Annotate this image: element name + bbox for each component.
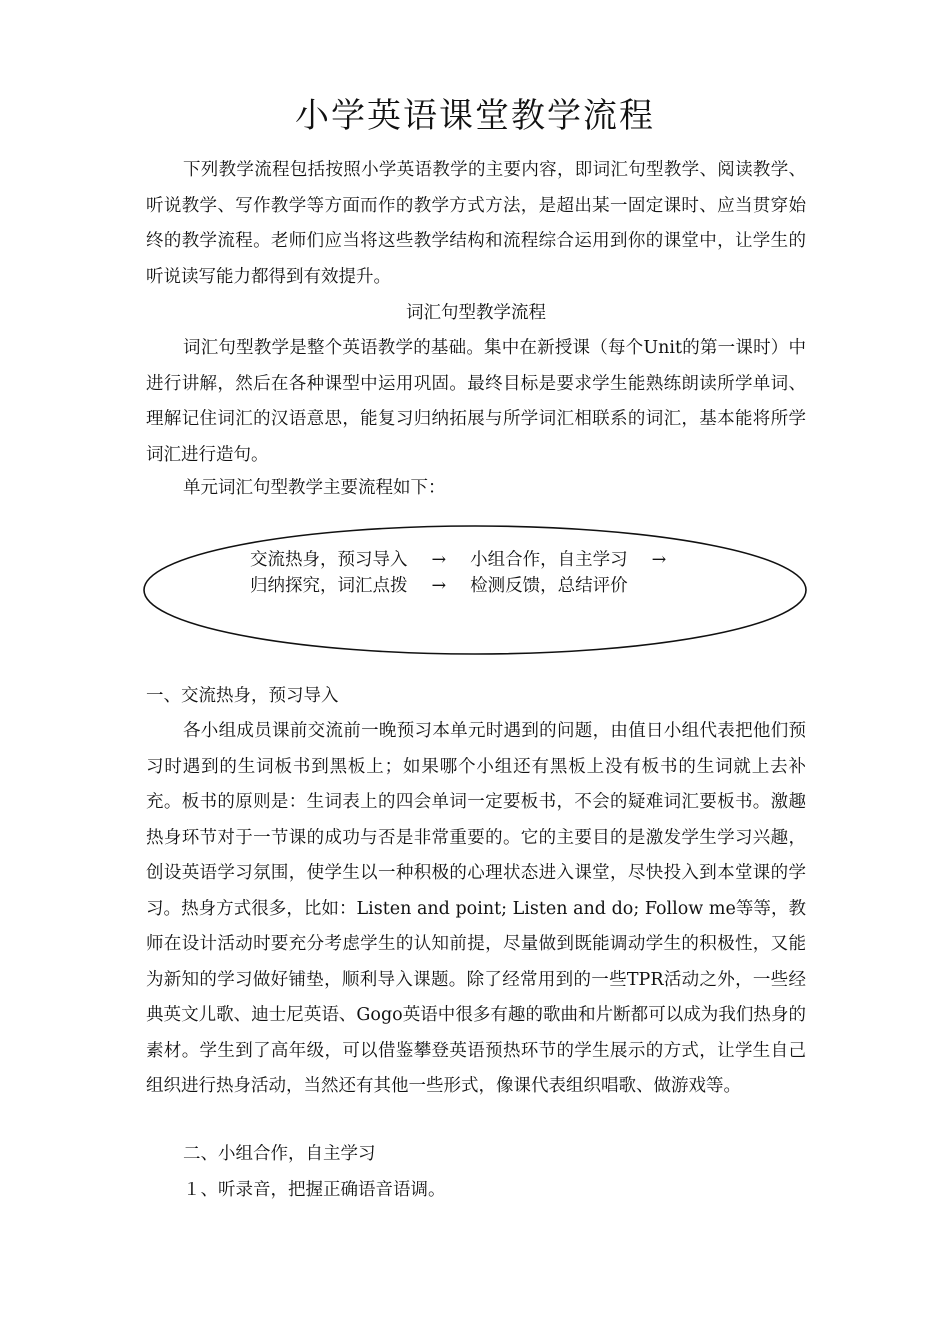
page-title: 小学英语课堂教学流程 bbox=[295, 96, 655, 136]
part1-paragraph: 各小组成员课前交流前一晚预习本单元时遇到的问题，由值日小组代表把他们预习时遇到的生词板书到黑板上；如果哪个小组还有黑板上没有板书的生词就上去补充。板书的原则是：生词表上的四会单词一定要板书，不会的疑难词汇要板书。激趣热身环节对于一节课的成功与否是非常重要的。它的主要目的是激发学生学习兴趣，创设英语学习氛围，使学生以一种积极的心理状态进入课堂，尽快投入到本堂课的学习。热身方式很多，比如：Listen and point; Listen and do; Follow me等等，教师在设计活动时要充分考虑学生的认知前提，尽量做到既能调动学生的积极性，又能为新知的学习做好铺垫，顺利导入课题。除了经常用到的一些TPR活动之外，一些经典英文儿歌、迪士尼英语、Gogo英语中很多有趣的歌曲和片断都可以成为我们热身的素材。学生到了高年级，可以借鉴攀登英语预热环节的学生展示的方式，让学生自己组织进行热身活动，当然还有其他一些形式，像课代表组织唱歌、做游戏等。 bbox=[146, 721, 806, 1096]
flow-arrow-2: → bbox=[651, 550, 667, 570]
flow-step-2: 小组合作，自主学习 bbox=[470, 550, 628, 570]
flow-step-3: 归纳探究，词汇点拨 bbox=[250, 576, 408, 596]
flow-arrow-3: → bbox=[431, 576, 447, 596]
flow-diagram bbox=[140, 522, 810, 658]
intro-paragraph: 下列教学流程包括按照小学英语教学的主要内容，即词汇句型教学、阅读教学、听说教学、写作教学等方面而作的教学方式方法，是超出某一固定课时、应当贯穿始终的教学流程。老师们应当将这些教学结构和流程综合运用到你的课堂中，让学生的听说读写能力都得到有效提升。 bbox=[146, 160, 806, 287]
flow-arrow-1: → bbox=[431, 550, 447, 570]
flow-intro: 单元词汇句型教学主要流程如下： bbox=[183, 478, 446, 498]
vocab-paragraph: 词汇句型教学是整个英语教学的基础。集中在新授课（每个Unit的第一课时）中进行讲解，然后在各种课型中运用巩固。最终目标是要求学生能熟练朗读所学单词、理解记住词汇的汉语意思，能复习归纳拓展与所学词汇相联系的词汇，基本能将所学词汇进行造句。 bbox=[146, 338, 806, 465]
section-heading: 词汇句型教学流程 bbox=[406, 303, 546, 323]
part2-item-1: １、听录音，把握正确语音语调。 bbox=[183, 1180, 446, 1200]
flow-step-4: 检测反馈，总结评价 bbox=[470, 576, 628, 596]
flow-row-2 bbox=[250, 572, 628, 600]
flow-row-1 bbox=[250, 546, 690, 574]
part1-heading: 一、交流热身，预习导入 bbox=[146, 686, 339, 706]
part2-heading: 二、小组合作，自主学习 bbox=[183, 1144, 376, 1164]
flow-step-1: 交流热身，预习导入 bbox=[250, 550, 408, 570]
